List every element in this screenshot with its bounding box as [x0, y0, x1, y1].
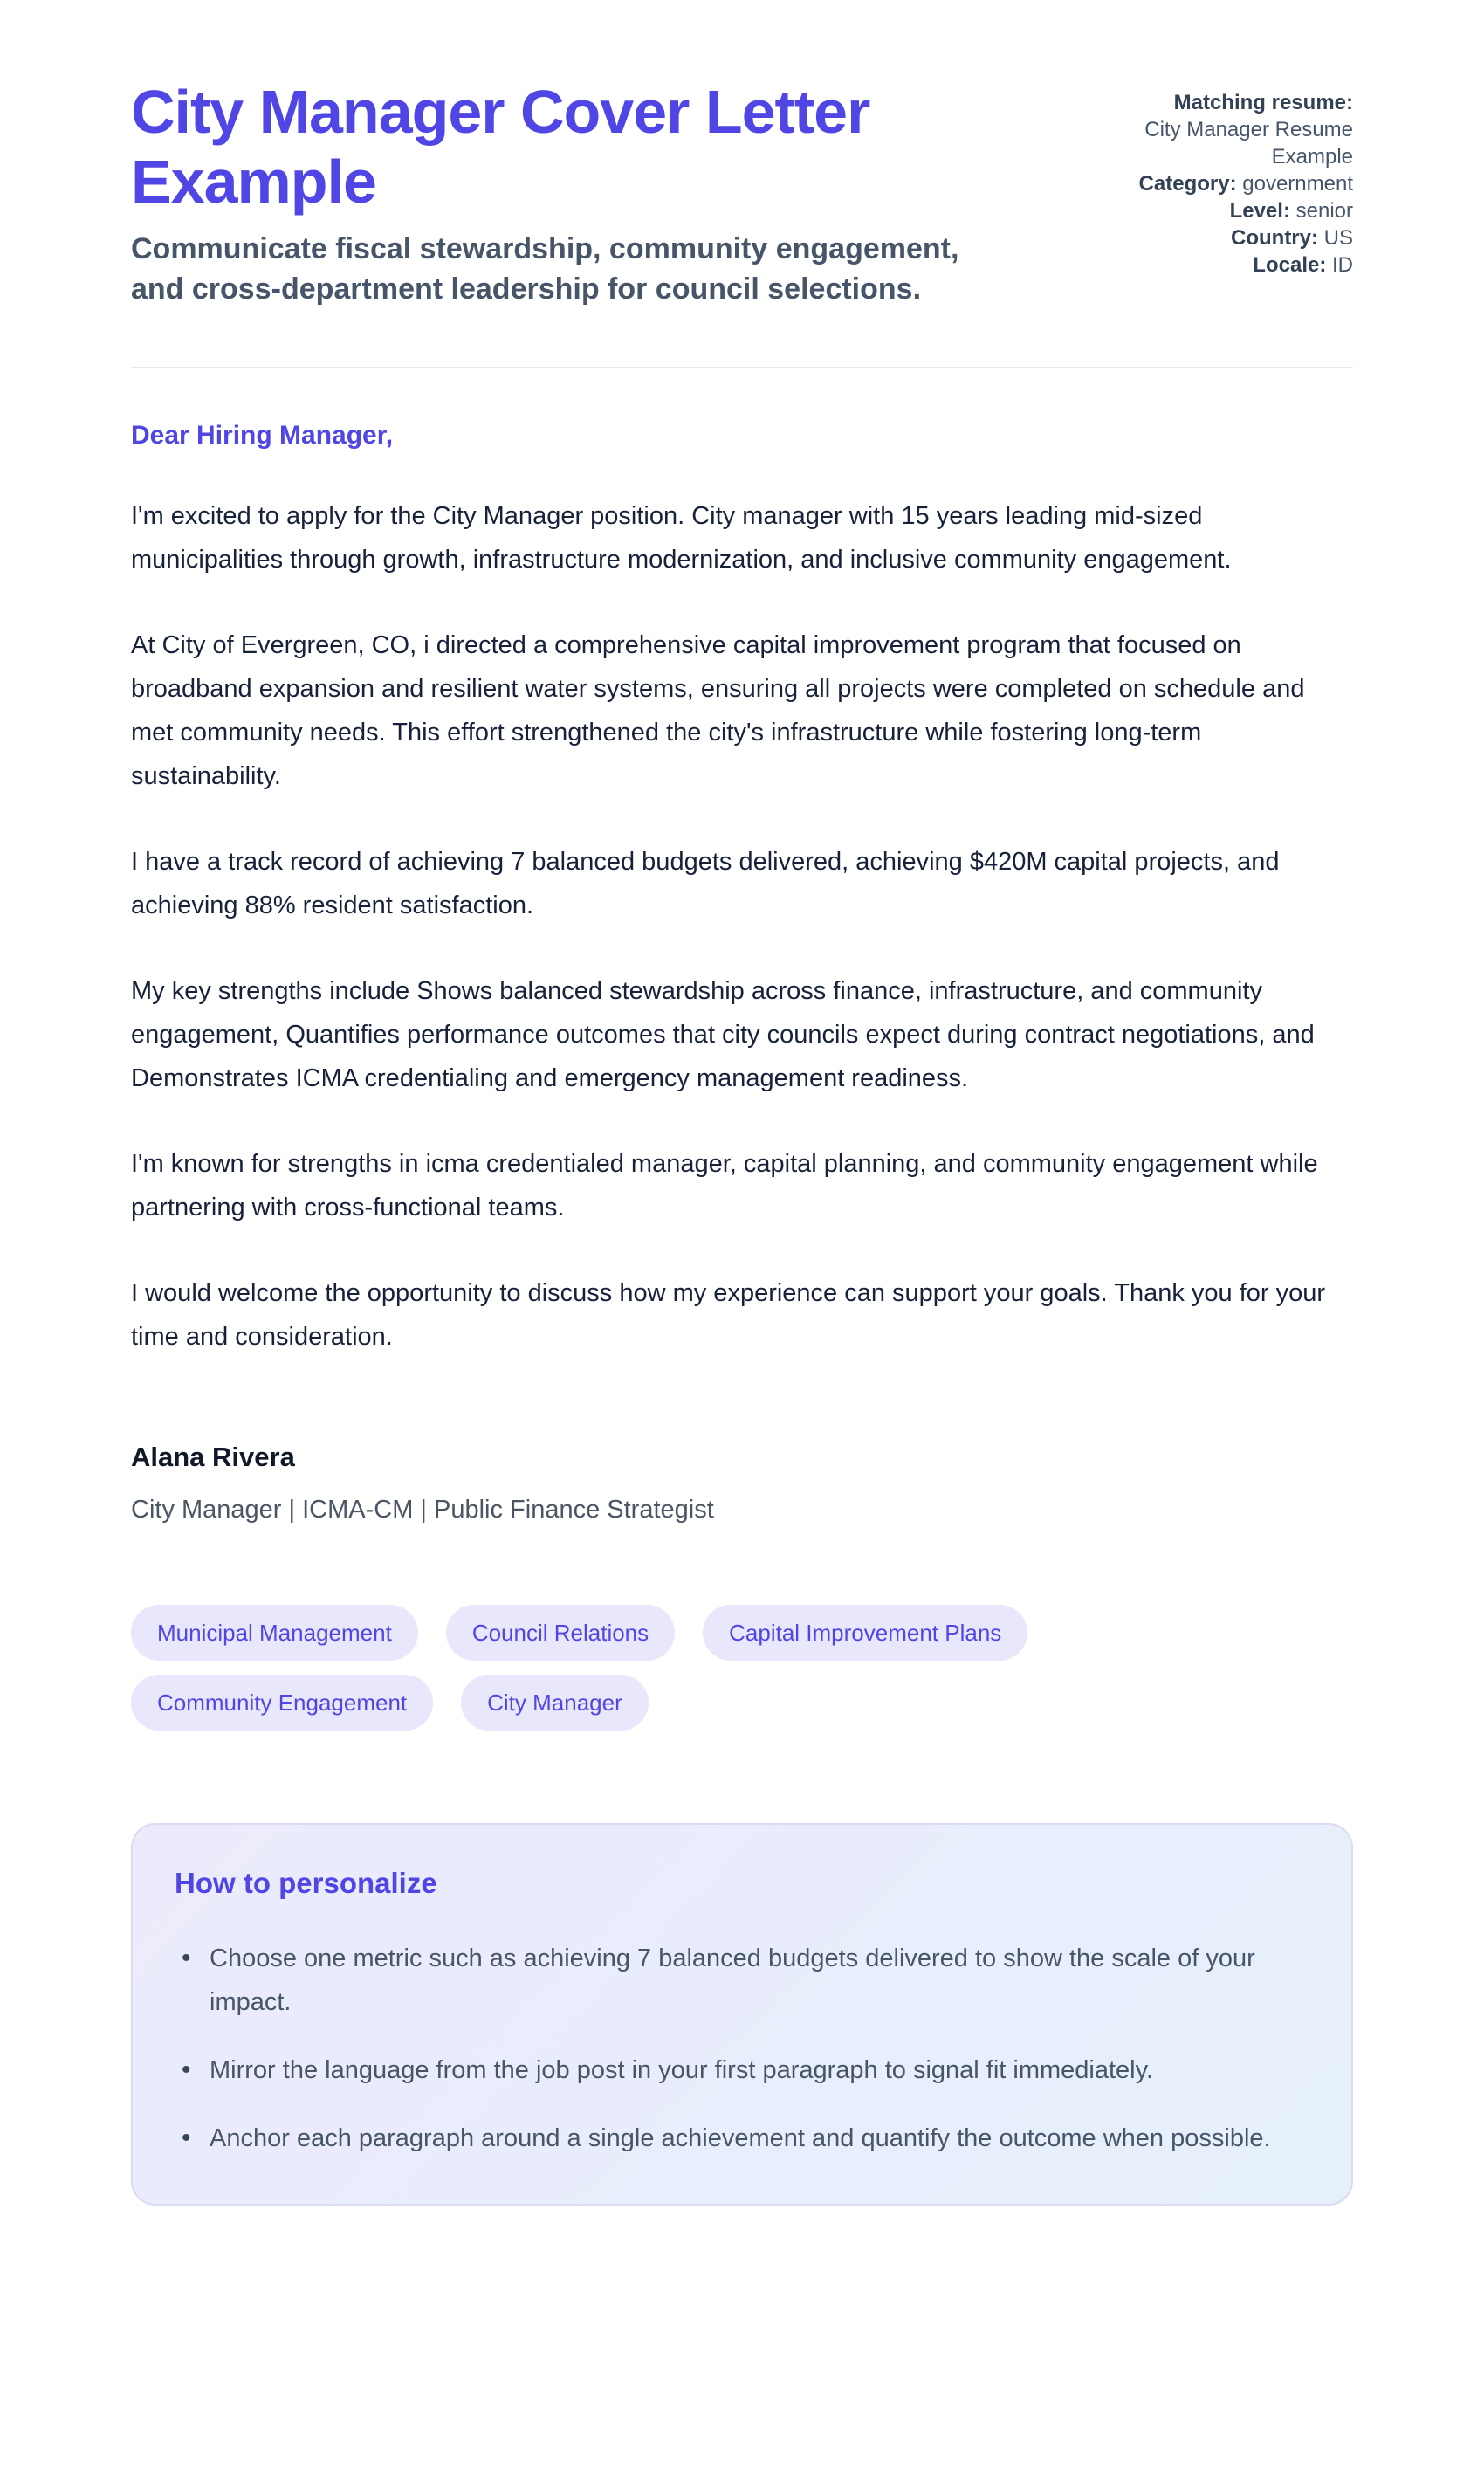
- letter-paragraph: My key strengths include Shows balanced stewardship across finance, infrastructure, and community engagement, Quantifies performance outcomes that city councils expect during contract negotiations, and Demonstrates ICMA credentialing and emergency management readiness.: [131, 977, 1315, 1092]
- meta-matching-resume: [1135, 89, 1353, 170]
- letter-paragraph: I'm known for strengths in icma credentialed manager, capital planning, and community engagement while partnering with cross-functional teams.: [131, 1150, 1318, 1222]
- meta-locale-label: Locale:: [1253, 253, 1327, 277]
- letter-greeting: Dear Hiring Manager,: [131, 421, 394, 450]
- cover-letter-body: [131, 414, 1353, 1526]
- meta-locale-value: ID: [1332, 253, 1353, 277]
- tips-list: [175, 1937, 1309, 2160]
- tag-pill-council-relations[interactable]: Council Relations: [446, 1605, 675, 1661]
- meta-level: [1135, 197, 1353, 224]
- skill-tags: [131, 1605, 1353, 1731]
- page-title: City Manager Cover Letter Example: [131, 78, 870, 216]
- meta-matching-resume-value: City Manager Resume Example: [1144, 118, 1353, 169]
- signature-name: Alana Rivera: [131, 1442, 295, 1472]
- meta-matching-resume-label: Matching resume:: [1173, 91, 1353, 114]
- meta-level-value: senior: [1295, 199, 1353, 223]
- meta-country-value: US: [1323, 226, 1353, 250]
- meta-category: [1135, 170, 1353, 197]
- tip-item: • Mirror the language from the job post in your first paragraph to signal fit immediately.: [175, 2048, 1309, 2092]
- tag-pill-capital-improvement-plans[interactable]: Capital Improvement Plans: [703, 1605, 1027, 1661]
- meta-country-label: Country:: [1231, 226, 1318, 250]
- tip-item: • Anchor each paragraph around a single achievement and quantify the outcome when possible.: [175, 2117, 1309, 2160]
- tips-card-title: How to personalize: [175, 1867, 437, 1899]
- letter-paragraph: I would welcome the opportunity to discuss how my experience can support your goals. Thank you for your time and consideration.: [131, 1279, 1326, 1351]
- meta-level-label: Level:: [1229, 199, 1290, 223]
- page-header: [131, 77, 1353, 309]
- header-title-block: [131, 77, 1100, 309]
- meta-category-label: Category:: [1138, 172, 1237, 196]
- tag-pill-community-engagement[interactable]: Community Engagement: [131, 1675, 433, 1731]
- meta-category-value: government: [1242, 172, 1353, 196]
- how-to-personalize-card: [131, 1823, 1353, 2206]
- resume-meta-panel: [1135, 77, 1353, 279]
- letter-paragraph: I'm excited to apply for the City Manager position. City manager with 15 years leading mid-sized municipalities through growth, infrastructure modernization, and inclusive community engagement.: [131, 502, 1232, 574]
- tag-pill-municipal-management[interactable]: Municipal Management: [131, 1605, 418, 1661]
- meta-locale: [1135, 251, 1353, 279]
- page-subtitle: Communicate fiscal stewardship, community engagement, and cross-department leadership for council selections.: [131, 232, 959, 306]
- signature-block: [131, 1441, 1353, 1526]
- letter-paragraph: At City of Evergreen, CO, i directed a comprehensive capital improvement program that focused on broadband expansion and resilient water systems, ensuring all projects were completed on schedule and met community needs. This effort strengthened the city's infrastructure while fostering long-term sustainability.: [131, 631, 1305, 790]
- signature-role: City Manager | ICMA-CM | Public Finance Strategist: [131, 1496, 714, 1524]
- cover-letter-page: [131, 0, 1353, 2206]
- tag-pill-city-manager[interactable]: City Manager: [461, 1675, 649, 1731]
- meta-country: [1135, 224, 1353, 251]
- tip-item: • Choose one metric such as achieving 7 balanced budgets delivered to show the scale of your impact.: [175, 1937, 1309, 2024]
- header-divider: [131, 367, 1353, 368]
- letter-paragraph: I have a track record of achieving 7 balanced budgets delivered, achieving $420M capital projects, and achieving 88% resident satisfaction.: [131, 848, 1280, 919]
